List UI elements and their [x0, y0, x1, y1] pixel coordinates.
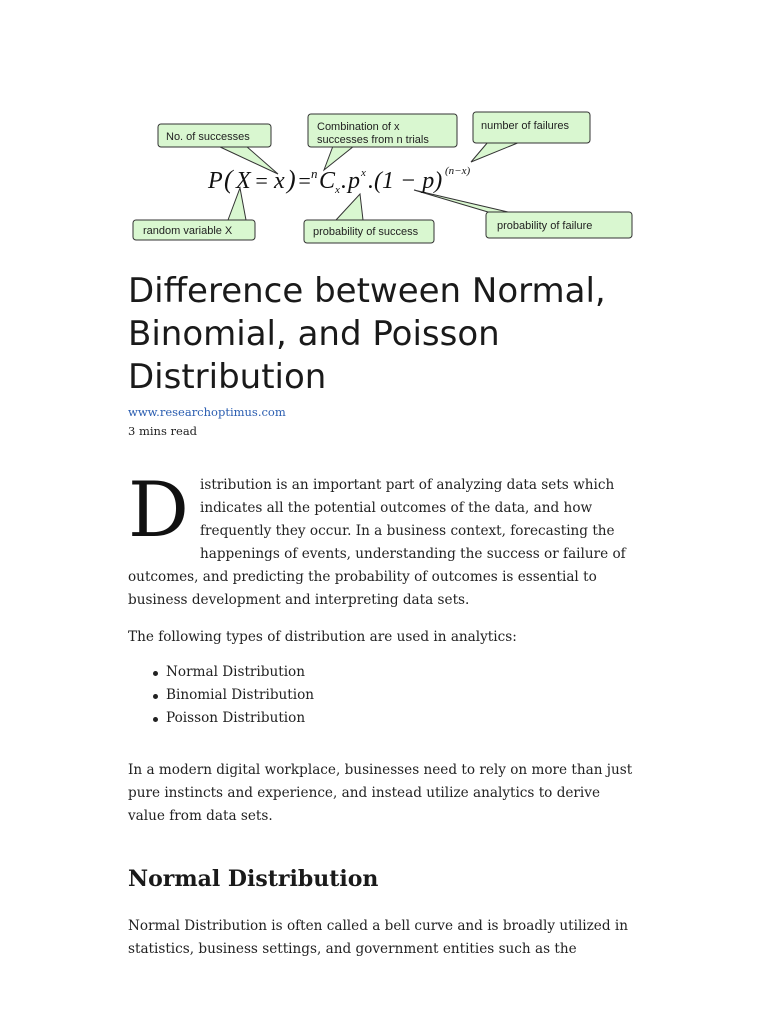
normal-paragraph: Normal Distribution is often called a bell curve and is broadly utilized in statistics, business settings, and government entities such as the [128, 918, 628, 957]
svg-text:=: = [297, 168, 312, 193]
article-body [128, 465, 640, 961]
success-callout-tail [336, 194, 363, 220]
svg-text:=: = [254, 168, 269, 193]
list-item: Poisson Distribution [166, 707, 640, 730]
title-line: Binomial, and Poisson [128, 314, 500, 354]
intro-paragraph [128, 465, 640, 612]
svg-text:.(1 − p): .(1 − p) [368, 168, 443, 194]
svg-text:P: P [208, 168, 223, 194]
failure-callout-label: probability of failure [497, 220, 593, 232]
intro-text: istribution is an important part of analyzing data sets which indicates all the potential outcomes of the data, and how frequently they occur. In a business context, forecasting the happenings of events, understanding the success or failure of outcomes, and predicting the probability of outcomes is essential to business development and interpreting data sets. [128, 477, 626, 608]
svg-text:n: n [311, 166, 318, 181]
combination-callout-tail [324, 146, 354, 170]
section-heading-normal: Normal Distribution [128, 866, 379, 892]
svg-text:C: C [319, 168, 336, 194]
formula-diagram [128, 108, 640, 250]
svg-text:): ) [287, 165, 296, 194]
combination-callout-line1: Combination of x [317, 121, 400, 133]
read-time: 3 mins read [128, 424, 198, 438]
svg-text:X: X [236, 168, 251, 194]
svg-text:(n−x): (n−x) [445, 165, 471, 177]
success-callout-label: probability of success [313, 226, 419, 238]
workplace-paragraph: In a modern digital workplace, businesses need to rely on more than just pure instincts and experience, and instead utilize analytics to derive value from data sets. [128, 762, 633, 824]
svg-text:x: x [274, 168, 285, 194]
distribution-list [166, 661, 640, 730]
successes-callout-label: No. of successes [166, 131, 250, 143]
binomial-formula-figure [128, 108, 640, 250]
svg-text:p: p [348, 168, 360, 194]
svg-text:x: x [335, 184, 340, 196]
random-variable-callout-label: random variable X [143, 225, 233, 237]
svg-text:(: ( [224, 165, 233, 194]
binomial-formula [207, 165, 470, 196]
list-item: Binomial Distribution [166, 684, 640, 707]
svg-text:.: . [341, 168, 347, 194]
failures-callout-label: number of failures [481, 120, 570, 132]
failures-callout-tail [471, 142, 520, 162]
list-item: Normal Distribution [166, 661, 640, 684]
title-line: Distribution [128, 357, 327, 397]
svg-text:x: x [361, 167, 366, 179]
combination-callout-line2: successes from n trials [317, 134, 429, 146]
types-paragraph: The following types of distribution are used in analytics: [128, 629, 517, 645]
drop-cap: D [128, 465, 189, 554]
article-title [128, 270, 648, 399]
title-line: Difference between Normal, [128, 271, 606, 311]
source-link[interactable]: www.researchoptimus.com [128, 405, 286, 419]
